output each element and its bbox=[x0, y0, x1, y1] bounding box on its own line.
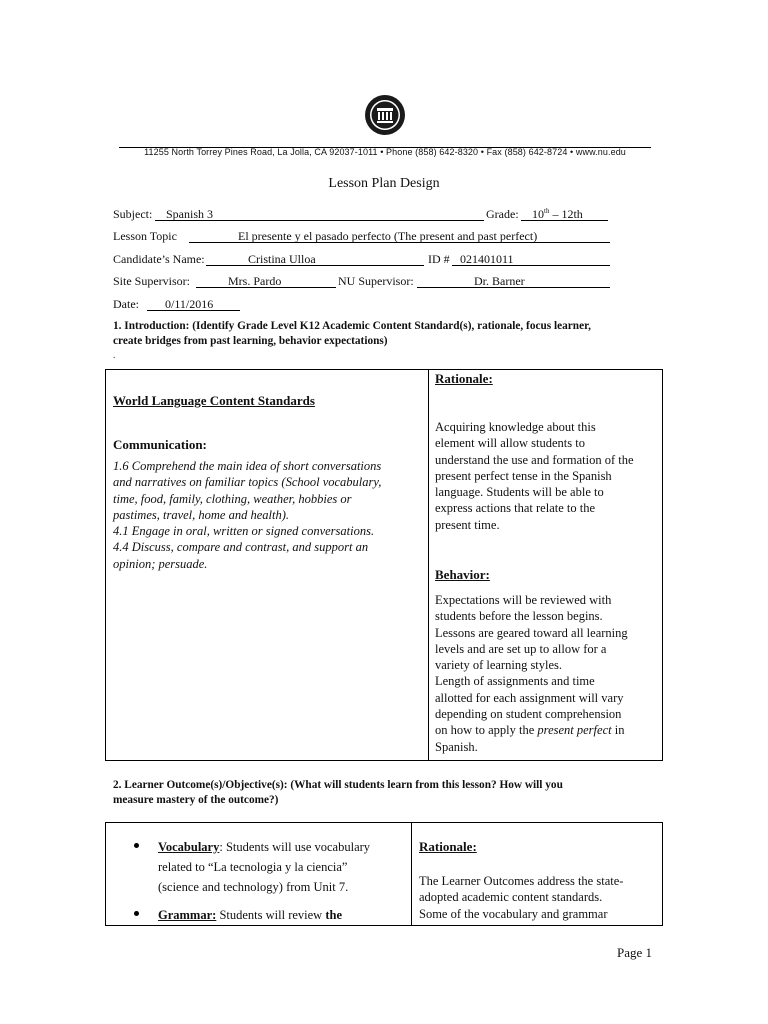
list-item: Grammar: Students will review the bbox=[158, 905, 408, 925]
nu-supervisor-value: Dr. Barner bbox=[474, 274, 525, 288]
site-supervisor-value: Mrs. Pardo bbox=[228, 274, 282, 288]
nu-supervisor-label: NU Supervisor: bbox=[338, 274, 414, 288]
standards-heading: World Language Content Standards bbox=[113, 393, 315, 408]
section2-question-line1: 2. Learner Outcome(s)/Objective(s): (What will students learn from this lesson? How will you bbox=[113, 779, 563, 791]
section1-divider bbox=[428, 369, 429, 761]
id-value: 021401011 bbox=[460, 252, 514, 266]
site-supervisor-label: Site Supervisor: bbox=[113, 274, 190, 288]
page-number: Page 1 bbox=[617, 945, 653, 960]
section2-divider bbox=[411, 822, 412, 926]
grade-label: Grade: bbox=[486, 207, 519, 221]
address-text: 11255 North Torrey Pines Road, La Jolla, CA 92037-1011 • Phone (858) 642-8320 • Fax (858) 642-8724 • www.nu.edu bbox=[144, 147, 626, 157]
date-value: 0/11/2016 bbox=[165, 297, 214, 311]
behavior-text: Expectations will be reviewed with students before the lesson begins. Lessons are geared toward all learning levels and are set up to allow for a variety of learning styles. Length of assignments and time allotted for each assignment will vary depending on student comprehension on how to apply the present perfect in Spanish. bbox=[435, 593, 628, 754]
subject-label: Subject: bbox=[113, 207, 153, 221]
university-seal-icon bbox=[364, 94, 406, 136]
subject-value: Spanish 3 bbox=[166, 207, 214, 221]
rationale-heading: Rationale: bbox=[435, 371, 493, 386]
section2-question-line2: measure mastery of the outcome?) bbox=[113, 794, 279, 806]
section1-question-line1: 1. Introduction: (Identify Grade Level K12 Academic Content Standard(s), rationale, focus learner, bbox=[113, 320, 591, 332]
date-label: Date: bbox=[113, 297, 139, 311]
page-title: Lesson Plan Design bbox=[328, 176, 440, 191]
topic-value: El presente y el pasado perfecto (The present and past perfect) bbox=[238, 229, 538, 243]
id-label: ID # bbox=[428, 252, 450, 266]
grade-value: 10th – 12th bbox=[532, 207, 583, 221]
candidate-value: Cristina Ulloa bbox=[248, 252, 316, 266]
candidate-label: Candidate’s Name: bbox=[113, 252, 205, 266]
outcomes-list bbox=[158, 837, 408, 925]
behavior-heading: Behavior: bbox=[435, 567, 490, 582]
topic-label: Lesson Topic bbox=[113, 229, 177, 243]
section2-rationale-heading: Rationale: bbox=[419, 839, 477, 854]
section1-question-line2: create bridges from past learning, behavior expectations) bbox=[113, 335, 388, 347]
list-item: Vocabulary: Students will use vocabulary related to “La tecnologia y la ciencia” (science and technology) from Unit 7. bbox=[158, 837, 408, 897]
standards-list: 1.6 Comprehend the main idea of short conversations and narratives on familiar topics (School vocabulary, time, food, family, clothing, weather, hobbies or pastimes, travel, home and health). 4.1 Engage in oral, written or signed conversations. 4.4 Discuss, compare and contrast, and support an opinion; persuade. bbox=[113, 459, 382, 571]
rationale-text: Acquiring knowledge about this element will allow students to understand the use and formation of the present perfect tense in the Spanish language. Students will be able to express actions that relate to the present time. bbox=[435, 420, 634, 532]
section1-dot: . bbox=[113, 350, 116, 360]
section2-rationale-text: The Learner Outcomes address the state- adopted academic content standards. Some of the vocabulary and grammar bbox=[419, 874, 624, 921]
communication-heading: Communication: bbox=[113, 437, 207, 452]
